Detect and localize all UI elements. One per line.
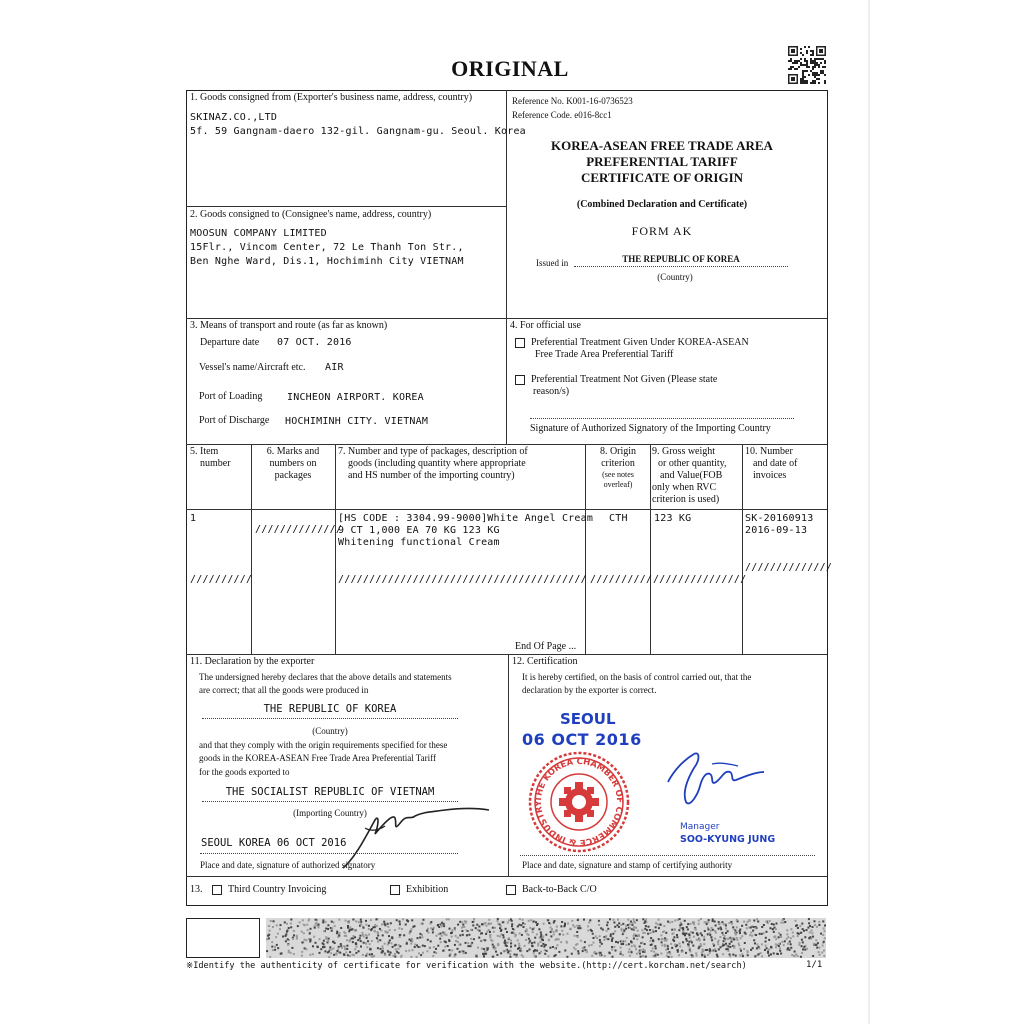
manager-name: SOO-KYUNG JUNG	[680, 834, 776, 845]
qr-code-icon	[788, 46, 826, 84]
box3-label: 3. Means of transport and route (as far as known)	[190, 320, 388, 331]
invoice-filler: //////////////	[745, 562, 833, 573]
treatment-given-checkbox[interactable]	[515, 338, 525, 348]
box4-label: 4. For official use	[510, 320, 581, 331]
loading-label: Port of Loading	[199, 391, 263, 402]
col6-header: 6. Marks and numbers on packages	[266, 446, 320, 481]
importing-signatory-label: Signature of Authorized Signatory of the Importing Country	[530, 423, 771, 434]
back-to-back-text: Back-to-Back C/O	[522, 884, 597, 895]
description-filler: ////////////////////////////////////////	[338, 574, 587, 585]
box11-label: 11. Declaration by the exporter	[190, 656, 315, 667]
produced-country-note: (Country)	[312, 726, 348, 736]
col10-header: 10. Number and date of invoices	[745, 446, 798, 481]
reference-code: Reference Code. e016-8cc1	[512, 110, 612, 120]
col8-header: 8. Origin criterion (see notes overleaf)	[599, 446, 637, 489]
third-country-option[interactable]	[212, 884, 326, 896]
exhibition-checkbox[interactable]	[390, 885, 400, 895]
declaration-text3: and that they comply with the origin requirements specified for these	[199, 740, 448, 750]
exhibition-option[interactable]	[390, 884, 448, 896]
consignee-address-line2: Ben Nghe Ward, Dis.1, Hochiminh City VIETNAM	[190, 256, 464, 267]
form-ak: FORM AK	[631, 224, 693, 238]
issued-in-label: Issued in	[536, 258, 569, 268]
certification-text1: It is hereby certified, on the basis of control carried out, that the	[522, 672, 752, 682]
back-to-back-option[interactable]	[506, 884, 597, 896]
weight-filler: ///////////////	[653, 574, 747, 585]
port-of-discharge: HOCHIMINH CITY. VIETNAM	[285, 416, 429, 427]
item-number: 1	[190, 513, 197, 524]
declaration-text2: are correct; that all the goods were produced in	[199, 685, 369, 695]
invoice-date: 2016-09-13	[745, 525, 808, 536]
heading-line2: PREFERENTIAL TARIFF	[586, 154, 738, 169]
stamp-city: SEOUL	[560, 710, 616, 728]
marks-numbers: //////////////	[255, 524, 343, 535]
issued-country-note: (Country)	[657, 272, 693, 282]
heading-line3: CERTIFICATE OF ORIGIN	[580, 170, 744, 185]
document-title: ORIGINAL	[451, 56, 569, 81]
departure-date: 07 OCT. 2016	[277, 337, 352, 348]
col5-header: 5. Item number	[190, 446, 231, 469]
end-of-page: End Of Page ...	[515, 641, 577, 652]
gross-weight: 123 KG	[654, 513, 692, 524]
item-filler: //////////	[190, 574, 253, 585]
back-to-back-checkbox[interactable]	[506, 885, 516, 895]
exporter-address: 5f. 59 Gangnam-daero 132-gil. Gangnam-gu. Seoul. Korea	[190, 126, 526, 137]
seal-text: THE KOREA CHAMBER OF COMMERCE & INDUSTRY	[533, 756, 625, 848]
verification-note: ※Identify the authenticity of certificate for verification with the website.(http://cert.korcham.net/search)	[186, 961, 747, 971]
departure-label: Departure date	[200, 337, 260, 348]
box13-label: 13.	[190, 884, 203, 895]
consignee-address-line1: 15Flr., Vincom Center, 72 Le Thanh Ton Str.,	[190, 242, 464, 253]
goods-description-line3: Whitening functional Cream	[338, 537, 500, 548]
security-pattern	[266, 918, 826, 958]
discharge-label: Port of Discharge	[199, 415, 270, 426]
invoice-number: SK-20160913	[745, 513, 814, 524]
col9-header: 9. Gross weight or other quantity, and Value(FOB only when RVC criterion is used)	[652, 446, 727, 505]
importing-country-note: (Importing Country)	[293, 808, 367, 818]
col7-header: 7. Number and type of packages, description of goods (including quantity where appropriate and HS number of the importing country)	[338, 446, 528, 481]
stamp-date: 06 OCT 2016	[522, 730, 642, 749]
page-number: 1/1	[806, 960, 823, 970]
goods-description-line1: [HS CODE : 3304.99-9000]White Angel Cream	[338, 513, 594, 524]
produced-in-country: THE REPUBLIC OF KOREA	[263, 703, 397, 715]
exporter-signatory-label: Place and date, signature of authorized signatory	[200, 860, 376, 870]
place-date: SEOUL KOREA 06 OCT 2016	[201, 837, 347, 849]
issued-in-country: THE REPUBLIC OF KOREA	[622, 254, 740, 264]
third-country-checkbox[interactable]	[212, 885, 222, 895]
treatment-given-option[interactable]	[515, 337, 749, 349]
treatment-given-text: Preferential Treatment Given Under KOREA-ASEAN	[531, 337, 749, 348]
reference-number: Reference No. K001-16-0736523	[512, 96, 633, 106]
declaration-text1: The undersigned hereby declares that the above details and statements	[199, 672, 452, 682]
treatment-not-given-option[interactable]	[515, 374, 717, 386]
treatment-not-given-checkbox[interactable]	[515, 375, 525, 385]
chamber-seal-icon	[527, 750, 631, 854]
exporter-name: SKINAZ.CO.,LTD	[190, 112, 278, 123]
manager-title: Manager	[680, 822, 720, 832]
vessel-value: AIR	[325, 362, 344, 373]
vessel-label: Vessel's name/Aircraft etc.	[199, 362, 306, 373]
exhibition-text: Exhibition	[406, 884, 449, 895]
exporter-signature-icon	[335, 798, 495, 878]
verification-blank-box	[186, 918, 260, 958]
page-edge	[868, 0, 870, 1024]
treatment-given-text2: Free Trade Area Preferential Tariff	[535, 349, 674, 360]
certification-text2: declaration by the exporter is correct.	[522, 685, 657, 695]
third-country-text: Third Country Invoicing	[228, 884, 327, 895]
combined-note: (Combined Declaration and Certificate)	[576, 199, 748, 210]
consignee-name: MOOSUN COMPANY LIMITED	[190, 228, 327, 239]
treatment-not-given-text: Preferential Treatment Not Given (Please state	[531, 374, 718, 385]
box1-label: 1. Goods consigned from (Exporter's business name, address, country)	[190, 92, 473, 103]
goods-description-line2: 9 CT 1,000 EA 70 KG 123 KG	[338, 525, 500, 536]
exported-to-country: THE SOCIALIST REPUBLIC OF VIETNAM	[225, 786, 435, 798]
heading-line1: KOREA-ASEAN FREE TRADE AREA	[551, 138, 773, 153]
treatment-not-given-text2: reason/s)	[533, 386, 570, 397]
box12-label: 12. Certification	[512, 656, 578, 667]
port-of-loading: INCHEON AIRPORT. KOREA	[287, 392, 424, 403]
box2-label: 2. Goods consigned to (Consignee's name, address, country)	[190, 209, 432, 220]
certifier-signatory-label: Place and date, signature and stamp of certifying authority	[522, 860, 733, 870]
certifier-signature-icon	[660, 742, 770, 812]
origin-filler: //////////	[590, 574, 653, 585]
origin-criterion: CTH	[609, 513, 628, 524]
declaration-text4: goods in the KOREA-ASEAN Free Trade Area Preferential Tariff	[199, 753, 436, 763]
declaration-text5: for the goods exported to	[199, 767, 290, 777]
